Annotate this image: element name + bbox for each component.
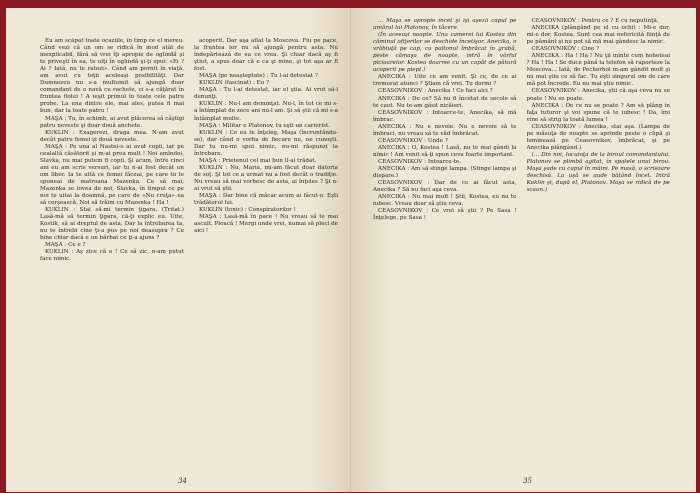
paragraph: ANECIKA : O, Kostea ! Lasă, nu te mai gândi la nimic ! Am venit să-ţi spun ceva foarte important. (373, 144, 517, 158)
left-page-column-1 (40, 38, 184, 476)
right-page (351, 8, 696, 492)
paragraph: ANECIKA : Nu e nevoie. Nu e nevoie să te îmbraci, nu vreau să te văd îmbrăcat. (373, 123, 517, 137)
paragraph: MAŞA : Tu l-ai detestat, iar el ştia. Ai vrut să-l denunţi. (194, 87, 338, 101)
paragraph: KUKLIN : Nu-l am denunţat. Nu-l, în tot ce mi s-a întâmplat de zece ani nu-l am. Şi să ştii că mi s-a întâmplat multe. (194, 101, 338, 122)
paragraph: KUKLIN (fascinat) : Eu ? (199, 80, 270, 87)
paragraph: KUKLIN : Aş zice că e ! Ce să zic, n-am putut face nimic. (40, 249, 184, 263)
paragraph: KUKLIN : Ce eu te înţeleg, Maşa (încruntându-se), dar când o vorba de fiecare nu, ne cunoşti. Dar tu nu-mi spui nimic, nu-mi răspunzi la întrebare. (194, 129, 338, 157)
paragraph: MAŞA : Lasă-mă în pace ! Nu vreau să te mai ascult. Pleacă ! Mergi unde vrei, numai să pleci de aici ! (194, 214, 338, 235)
paragraph: MAŞA : Tu, în schimb, ai avut plăcerea să câştigi patru neveste şi doar două anchete. (40, 115, 184, 129)
paragraph: acoperit. Dar aşa aflat la Moscova. Fiu pe pace, la fruntea lor nu să ajungă pentru asta. Nu îndepărtează de ea ce vrea. Şi chiar dacă aş fi ştiut, a spus doar că e ca şi mine, şi tot aşa ar fi fost. (194, 38, 338, 73)
paragraph: KUKLIN : Nu, Maria, mi-am făcut doar datoria de soţ. Şi tot ce a urmat nu a fost decât o tradiţie. Nu vreau să mai vorbesc de asta, ai înţeles ? Şi n-ai vrut să ştii. (194, 164, 338, 192)
paragraph: ANECIKA : Am să stinge lampa. (Stinge lampa şi dispare.) (373, 165, 517, 180)
paragraph: ... Maşa se apropie încet şi îşi aşeză capul pe umărul lui Platonov, în tăcere. (373, 18, 517, 32)
paragraph: KUKLIN : Exagerezi, draga mea. N-am avut decât patru femei şi două neveste. (40, 129, 184, 143)
paragraph: KUKLIN : Stai să-mi termin ţigara. (Tritat.) Lasă-mă să termin ţigara, că-ţi explic eu. Uite, Kostik, să ai dreptul de asta. Dar la întrebarea ta, nu te întrebi cine ţi-a pus pe noi deasupra ? Ce bine chiar dacă e un bărbat ce ţi-a ajuns ? (40, 207, 184, 242)
paragraph: MAŞA : Prietenul cel mai bun îl-ai trădat. (199, 157, 317, 164)
paragraph: CEASOVNIKOV : Unde ? (378, 137, 448, 144)
paragraph: CEASOVNIKOV : Anecika, ştii că aşa ceva nu se poate ! Nu se poate. (526, 88, 670, 102)
right-page-column-2 (527, 18, 671, 476)
left-page-column-2 (194, 38, 338, 476)
paragraph: ANECIKA : Ha ! Ha ! Nu ţii minte cum hoheteai ? Ha ! Ha ! Se duce până la telefon să raporteze la Moscova... Iată, de Pecherhol m-am gândit mult şi nu mai ştiu ce să fac. Tu eşti singurul om de care mă pot încrede. Eu nu mai ştiu nimic. (526, 53, 670, 88)
paragraph: CEASOVNIKOV : Anecika ! Ce faci aici ? (378, 88, 493, 95)
book-spread (6, 8, 696, 492)
right-page-column-1 (373, 18, 517, 476)
paragraph: MAŞA (pe neaşteptate) : Tu l-ai detestat ? (199, 73, 318, 80)
paragraph: CEASOVNIKOV : Intoarce-te. (378, 158, 461, 165)
paragraph: CEASOVNIKOV : Intoarce-te, Anecika, să mă îmbrac. (373, 109, 517, 123)
paragraph: CEASOVNIKOV : Cine ? (531, 46, 600, 53)
paragraph: ANECIKA : Nu mai mult ! Ştii, Kostea, eu nu te iubesc. Vreau doar să ştiu ceva. (373, 194, 517, 208)
left-page-number: 34 (178, 477, 187, 485)
paragraph: (... Din noi, locuinţa de la biroul comandantului. Platonov se plimbă agitat, în spatele unui birou. Maşa şade cu capul în mâini. Pe masă, o scrisoare deschisă. La uşă se aude bătând încet. Intră Kuklin şi, după el, Platonov. Maşa se ridică de pe scaun.) (526, 151, 670, 194)
paragraph: MAŞA : Militar e Platonov, tu eşti un carierist. (199, 122, 331, 129)
paragraph: ANECIKA (plângând pe el cu ochi) : Mi-e dor, mi-e dor, Kostea. Sunt cea mai nefericită fiinţă de pe pământ şi nu pot să mă mai gândesc la nimic. (526, 25, 670, 46)
paragraph: KUKLIN (tonic) : Conspiratorilor ! (199, 207, 296, 214)
paragraph: ANECIKA : Uite ce am venit. Şi ce, de ce ai tremurat atunci ? Ştiam că vrei. Tu dormi ? (373, 74, 517, 88)
paragraph: CEASOVNIKOV : Anecika, stai aşa. (Lampa de pe măsuţa de noapte se aprinde peste o clipă şi luminează pe Ceasovnikov, îmbrăcat, şi pe Anecika plângând.) (526, 123, 670, 151)
paragraph: CEASOVNIKOV : Pentru ce ? E cu neputinţă. (531, 18, 659, 24)
paragraph: MAŞA : Ce e ? (45, 242, 86, 249)
paragraph: CEASOVNIKOV : Ce vrei să ştii ? Pe Sasa ! Înţelege, pe Sasa ! (373, 208, 517, 222)
right-page-number: 35 (523, 477, 532, 485)
paragraph: MAŞA : Dar bine că măcar acum ai făcut-o. Eşti trădătorul lui. (194, 193, 338, 207)
paragraph: Eu am scăpat toate ocaziile, în timp ce el mereu. Când vezi că un om se ridică în mod atât de inexplicabil, fără să vrei îţi apropie de oglindă şi te priveşti în ea, te uiţi în oglindă şi-ţi spui: «Ei ? Ai ? Iată, nu te ratezi». Când am pornit în viaţă, am avut cu toţii aceleaşi posibilităţi. Dar Dumnezeu nu s-a multumit să ajungă doar comandant de o navă cu rachete, ci s-a căţărat în fruntea flotei ! A ieşit primul în toate cele patru probe. La una dintre ele, mai ales, putea fi mai bun, dar la toate patru ! (40, 38, 184, 115)
paragraph: ANECIKA : De ce nu se poate ? Am să plâng în faţa tuturor şi voi spune că te iubesc ! Da, îmi vine să strig la toată lumea ! (526, 102, 670, 123)
paragraph: ANECIKA : De ce? Să nu fi încetat de secole să te caut. Nu te-am găsit nicăieri. (373, 95, 517, 109)
left-page (6, 8, 351, 492)
paragraph: (În aceeaşi noapte. Una camerei lui Kostea din căminul ofiţerilor se deschide încetişor. Anecika, o vrăbiuţă pe cap, cu paltonul îmbrăcat în grabă, peste cămaşa de noapte, intră în vârful picioarelor. Kostea doarme cu un capăt de pătură acoperit pe piept.) (373, 32, 517, 74)
paragraph: CEASOVNIKOV : Dar de ce ai făcut asta, Anecika ? Să nu faci aşa ceva. (373, 180, 517, 194)
paragraph: MAŞA : Pe una al Nastei-o ai avut copii, iar pe cealaltă căsătorit şi m-ai prea mult ! Noi amîndoi, Slavka, nu mai putem fi copii. Şi acum, între cinci ani eu am scris versuri, iar tu n-ai fost decât un om liber. Ia te uită ce femei făceai, pe care tu le spuneai de matroana Mazenka. Ce să mai, Mazenka se lovea de noi, Slavka, în timpul ce pe noi te uitai la doamnă, pe care de «Nu cruţa» ea să cerşească. Noi să trăim cu Mazenka ! Ha ! (40, 143, 184, 207)
